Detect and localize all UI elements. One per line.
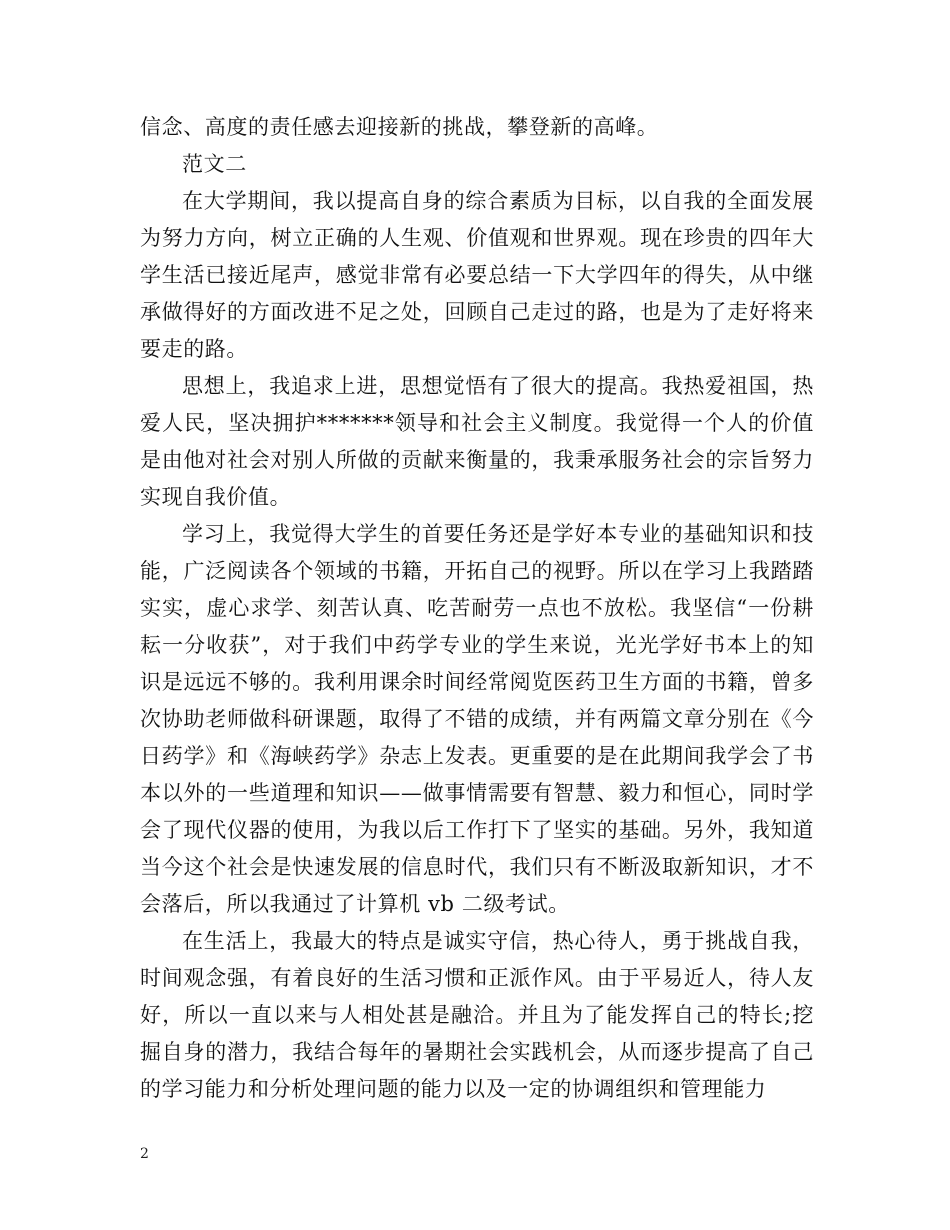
paragraph-intro: 在大学期间，我以提高自身的综合素质为目标，以自我的全面发展为努力方向，树立正确的人生观、价值观和世界观。现在珍贵的四年大学生活已接近尾声，感觉非常有必要总结一下大学四年的得失，从中继承做得好的方面改进不足之处，回顾自己走过的路，也是为了走好将来要走的路。	[140, 189, 814, 361]
paragraph-study: 学习上，我觉得大学生的首要任务还是学好本专业的基础知识和技能，广泛阅读各个领域的书籍，开拓自己的视野。所以在学习上我踏踏实实，虚心求学、刻苦认真、吃苦耐劳一点也不放松。我坚信“一份耕耘一分收获”，对于我们中药学专业的学生来说，光光学好书本上的知识是远远不够的。我利用课余时间经常阅览医药卫生方面的书籍，曾多次协助老师做科研课题，取得了不错的成绩，并有两篇文章分别在《今日药学》和《海峡药学》杂志上发表。更重要的是在此期间我学会了书本以外的一些道理和知识——做事情需要有智慧、毅力和恒心，同时学会了现代仪器的使用，为我以后工作打下了坚实的基础。另外，我知道当今这个社会是快速发展的信息时代，我们只有不断汲取新知识，才不会落后，所以我通过了计算机 vb 二级考试。	[140, 522, 814, 916]
page-number: 2	[140, 1146, 149, 1162]
section-heading: 范文二	[182, 152, 247, 176]
paragraph-thought: 思想上，我追求上进，思想觉悟有了很大的提高。我热爱祖国，热爱人民，坚决拥护*******领导和社会主义制度。我觉得一个人的价值是由他对社会对别人所做的贡献来衡量的，我秉承服务社会的宗旨努力实现自我价值。	[140, 374, 814, 509]
paragraph-continuation: 信念、高度的责任感去迎接新的挑战，攀登新的高峰。	[140, 115, 659, 139]
paragraph-life: 在生活上，我最大的特点是诚实守信，热心待人，勇于挑战自我，时间观念强，有着良好的生活习惯和正派作风。由于平易近人，待人友好，所以一直以来与人相处甚是融洽。并且为了能发挥自己的特长;挖掘自身的潜力，我结合每年的暑期社会实践机会，从而逐步提高了自己的学习能力和分析处理问题的能力以及一定的协调组织和管理能力	[140, 929, 814, 1101]
document-body	[140, 109, 814, 1108]
